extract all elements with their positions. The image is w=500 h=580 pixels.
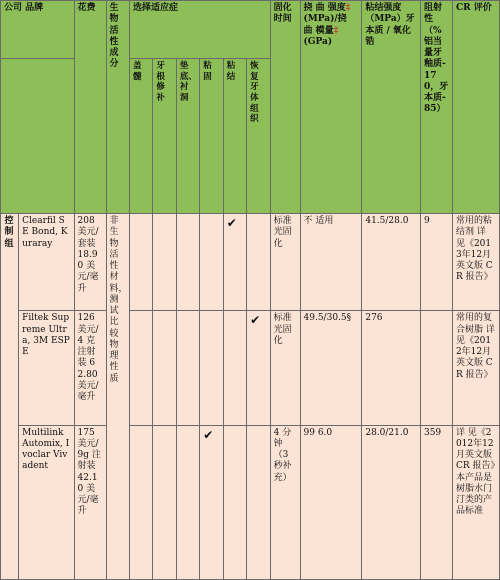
cost-cell: 208 美元/套装 18.90 美元/毫升	[74, 214, 106, 311]
header-flex-units2: (GPa)	[303, 36, 333, 47]
cure-cell: 标准光固化	[270, 214, 300, 311]
cr-cell: 常用的复合树脂 详 见《2012年12月英文版 CR 报告》	[452, 311, 499, 425]
cure-cell: 标准光固化	[270, 311, 300, 425]
header-indications: 选择适应症	[129, 1, 270, 59]
flex-cell: 99 6.0	[300, 425, 362, 579]
cr-cell: 常用的粘结剂 详 见《2013年12月英文版 CR 报告》	[452, 214, 499, 311]
check-cell	[153, 425, 176, 579]
flex-dagger-2: ‡	[333, 25, 339, 36]
check-cell	[200, 311, 223, 425]
header-spacer	[1, 59, 75, 214]
brand-cell: Clearfil SE Bond, Kuraray	[19, 214, 74, 311]
cr-cell: 详 见《2012年12月英文版 CR 报告》本产品是树脂水门汀类的产品标准	[452, 425, 499, 579]
header-flex-units: (MPa)/挠 曲 模量	[303, 14, 347, 36]
cost-cell: 175 美元/9g 注射装 42.10 美元/毫升	[74, 425, 106, 579]
flex-cell: 49.5/30.5§	[300, 311, 362, 425]
check-cell	[176, 311, 199, 425]
bio-note: 非生物活性材料，测试比较物理性质	[106, 214, 129, 580]
sub-root-repair: 牙根修补	[153, 59, 176, 214]
table-row	[1, 311, 500, 425]
check-cell	[153, 214, 176, 311]
check-cell	[129, 214, 152, 311]
header-radio: 阻射性（%铝当量牙釉质-170，牙本质-85）	[420, 1, 452, 214]
check-cell	[247, 425, 271, 579]
sub-liner: 垫底、衬洞	[176, 59, 199, 214]
brand-cell: Multilink Automix, Ivoclar Vivadent	[19, 425, 74, 579]
radio-cell	[420, 311, 452, 425]
flex-cell: 不 适用	[300, 214, 362, 311]
check-cell: ✔	[247, 311, 271, 425]
check-cell	[129, 311, 152, 425]
cost-cell: 126 美元/4 克注射装 62.80 美元/毫升	[74, 311, 106, 425]
sub-bonding: 粘结	[223, 59, 246, 214]
check-cell	[223, 311, 246, 425]
flex-dagger: ‡	[345, 3, 351, 13]
cure-cell: 4 分钟（3 秒补充）	[270, 425, 300, 579]
check-cell: ✔	[200, 425, 223, 579]
sub-restoration: 恢复牙体组织	[247, 59, 271, 214]
header-cr: CR 评价	[452, 1, 499, 214]
check-cell: ✔	[223, 214, 246, 311]
header-cure-time: 固化时间	[270, 1, 300, 214]
radio-cell: 9	[420, 214, 452, 311]
sub-pulp-cap: 盖髓	[129, 59, 152, 214]
check-cell	[153, 311, 176, 425]
check-cell	[247, 214, 271, 311]
bond-cell: 41.5/28.0	[362, 214, 421, 311]
bond-cell: 28.0/21.0	[362, 425, 421, 579]
header-company-brand: 公司 品牌	[1, 1, 75, 59]
bond-cell: 276	[362, 311, 421, 425]
header-flex	[300, 1, 362, 214]
check-cell	[176, 425, 199, 579]
check-cell	[176, 214, 199, 311]
table-row	[1, 425, 500, 579]
group-label: 控制组	[1, 214, 19, 580]
radio-cell: 359	[420, 425, 452, 579]
header-bioactive: 生物活性成分	[106, 1, 129, 214]
table-row	[1, 214, 500, 311]
sub-cementation: 粘固	[200, 59, 223, 214]
brand-cell: Filtek Supreme Ultra, 3M ESPE	[19, 311, 74, 425]
header-flex-label: 挠 曲 强度	[303, 3, 346, 13]
check-cell	[200, 214, 223, 311]
header-bond: 粘结强度（MPa）牙本质 / 氧化锆	[362, 1, 421, 214]
check-cell	[223, 425, 246, 579]
check-cell	[129, 425, 152, 579]
header-cost: 花费	[74, 1, 106, 214]
